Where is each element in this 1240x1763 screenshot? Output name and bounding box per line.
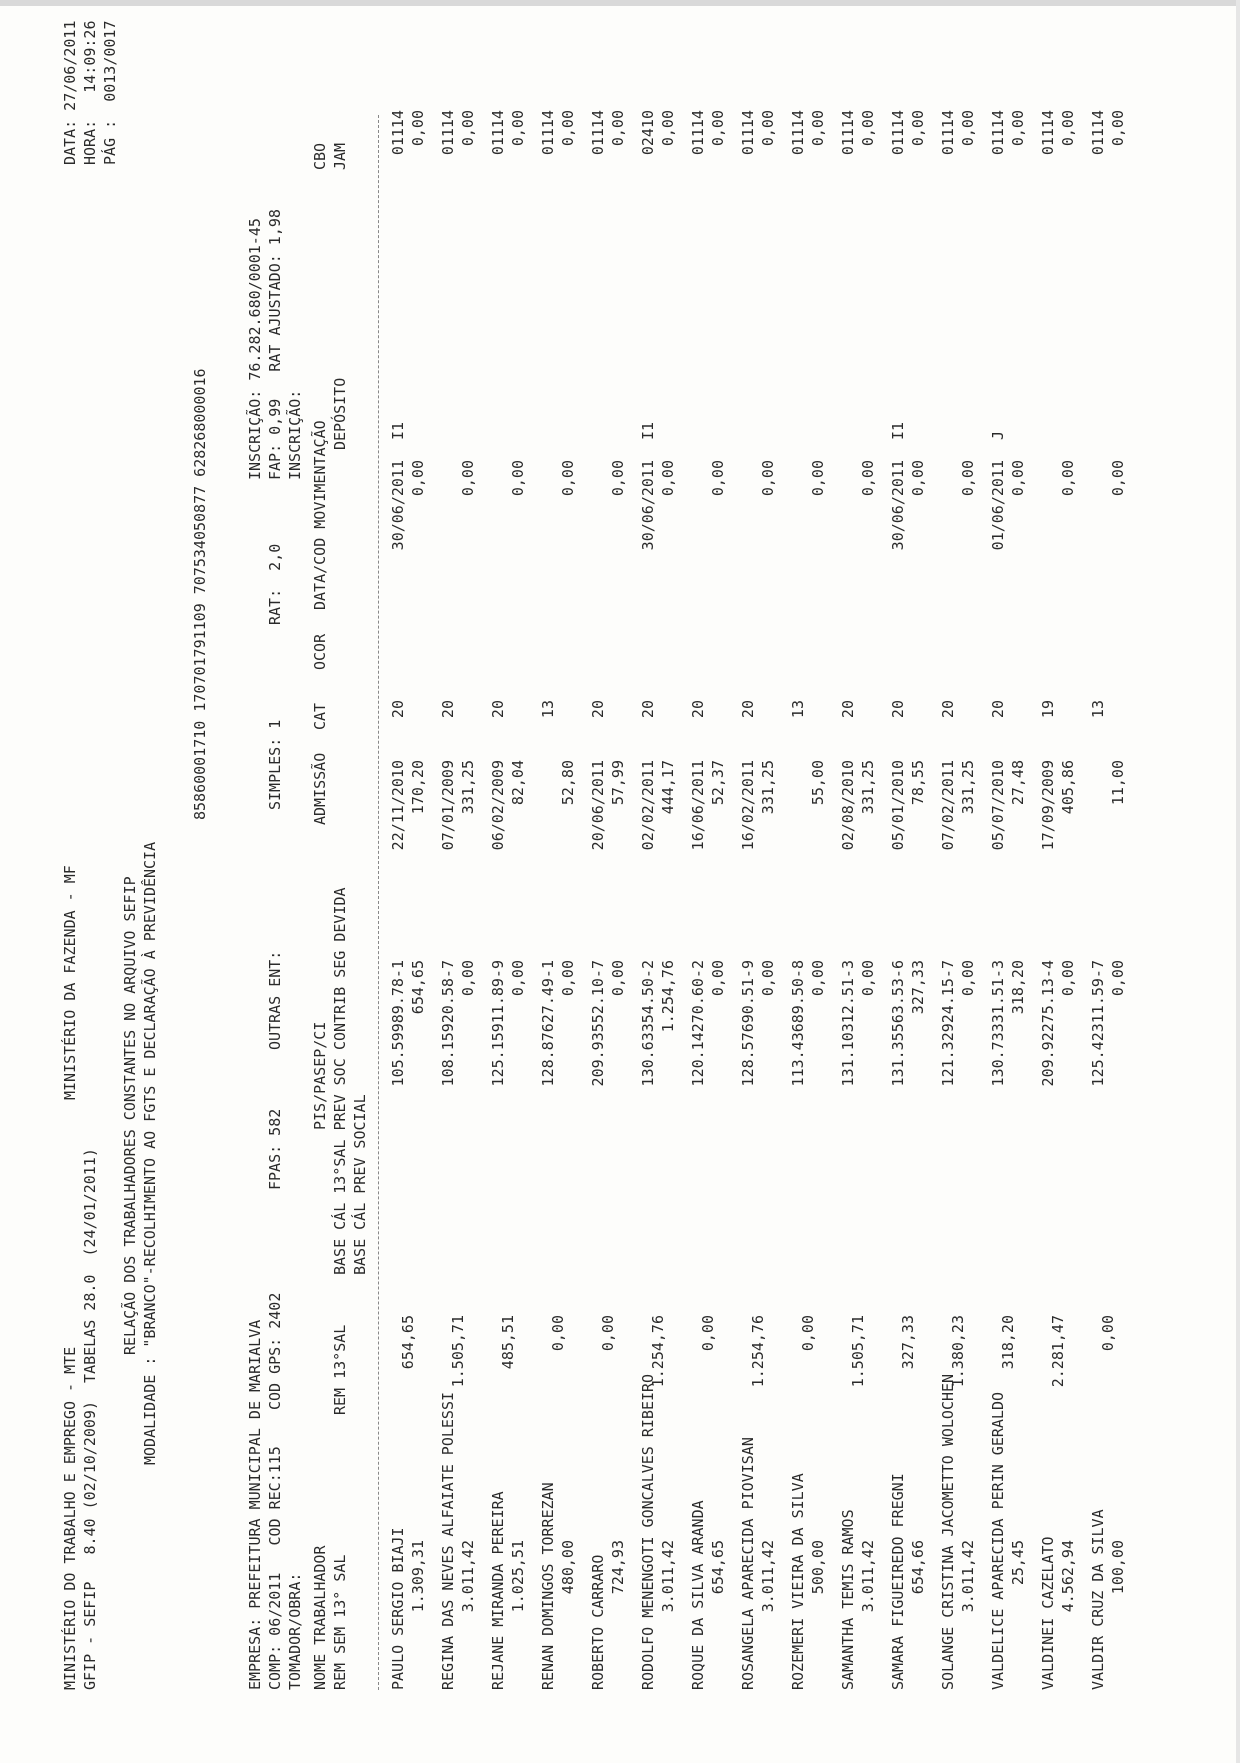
cell-cbo: 01114: [689, 110, 707, 156]
cell-base-13: 0,00: [859, 960, 877, 997]
cell-jam: 0,00: [759, 110, 777, 147]
cell-base-13: 0,00: [709, 960, 727, 997]
outras-ent: OUTRAS ENT:: [266, 950, 284, 1050]
cell-rem-13: 0,00: [1099, 1315, 1117, 1352]
cell-cbo: 01114: [939, 110, 957, 156]
cell-deposito: 0,00: [809, 460, 827, 497]
cell-rem-13: 654,65: [399, 1315, 417, 1370]
cell-pis: 128.87627.49-1: [539, 960, 557, 1087]
cell-mov-data: 01/06/2011: [989, 460, 1007, 551]
cell-deposito: 0,00: [859, 460, 877, 497]
cell-base-13: 0,00: [559, 960, 577, 997]
cell-cat: 20: [939, 700, 957, 719]
time-line: HORA: 14:09:26: [81, 20, 99, 165]
cell-cat: 20: [639, 700, 657, 719]
cell-deposito: 0,00: [609, 460, 627, 497]
cell-jam: 0,00: [409, 110, 427, 147]
cell-deposito: 0,00: [1059, 460, 1077, 497]
tomador-label: TOMADOR/OBRA:: [286, 1572, 304, 1690]
cell-rem-13: 0,00: [699, 1315, 717, 1352]
cell-rem-13: 327,33: [899, 1315, 917, 1370]
cell-nome: ROSANGELA APARECIDA PIOVISAN: [739, 1437, 757, 1690]
version-line: GFIP - SEFIP 8.40 (02/10/2009) TABELAS 28.0 (24/01/2011): [81, 1148, 99, 1690]
cell-deposito: 0,00: [659, 460, 677, 497]
cell-base-13: 0,00: [1109, 960, 1127, 997]
cell-rem-sem: 3.011,42: [659, 1540, 677, 1613]
cell-contrib: 11,00: [1109, 760, 1127, 806]
cell-rem-13: 318,20: [999, 1315, 1017, 1370]
cell-jam: 0,00: [709, 110, 727, 147]
cell-contrib: 405,86: [1059, 760, 1077, 815]
col-cat: CAT: [311, 702, 329, 730]
cell-contrib: 57,99: [609, 760, 627, 806]
cell-cat: 20: [389, 700, 407, 719]
ministry-line: MINISTÉRIO DO TRABALHO E EMPREGO - MTE: [61, 1346, 79, 1690]
cell-jam: 0,00: [659, 110, 677, 147]
cell-contrib: 78,55: [909, 760, 927, 806]
cell-admissao: 20/06/2011: [589, 760, 607, 851]
cell-nome: PAULO SERGIO BIAJI: [389, 1527, 407, 1690]
cell-pis: 108.15920.58-7: [439, 960, 457, 1087]
report-title: RELAÇÃO DOS TRABALHADORES CONSTANTES NO ARQUIVO SEFIP: [121, 876, 139, 1355]
cell-mov-cod: I1: [639, 421, 657, 440]
cell-cbo: 01114: [539, 110, 557, 156]
cell-cbo: 01114: [1039, 110, 1057, 156]
cell-cat: 20: [889, 700, 907, 719]
cell-pis: 130.73331.51-3: [989, 960, 1007, 1087]
col-nome: NOME TRABALHADOR: [311, 1545, 329, 1690]
cell-pis: 125.42311.59-7: [1089, 960, 1107, 1087]
cell-cbo: 01114: [889, 110, 907, 156]
cell-admissao: 16/02/2011: [739, 760, 757, 851]
cell-contrib: 331,25: [859, 760, 877, 815]
cell-jam: 0,00: [1009, 110, 1027, 147]
cell-base-13: 0,00: [459, 960, 477, 997]
cell-admissao: 05/07/2010: [989, 760, 1007, 851]
cell-nome: REGINA DAS NEVES ALFAIATE POLESSI: [439, 1391, 457, 1690]
cell-pis: 131.10312.51-3: [839, 960, 857, 1087]
cell-mov-data: 30/06/2011: [639, 460, 657, 551]
cell-cat: 13: [539, 700, 557, 719]
cell-base-13: 0,00: [509, 960, 527, 997]
cell-deposito: 0,00: [509, 460, 527, 497]
cell-nome: RODOLFO MENENGOTI GONCALVES RIBEIRO: [639, 1373, 657, 1690]
cell-deposito: 0,00: [459, 460, 477, 497]
cell-admissao: 22/11/2010: [389, 760, 407, 851]
cell-rem-sem: 654,66: [909, 1540, 927, 1595]
cell-deposito: 0,00: [959, 460, 977, 497]
cell-jam: 0,00: [959, 110, 977, 147]
cell-contrib: 52,80: [559, 760, 577, 806]
cell-base-13: 0,00: [609, 960, 627, 997]
cell-jam: 0,00: [459, 110, 477, 147]
cell-cat: 19: [1039, 700, 1057, 719]
cell-contrib: 52,37: [709, 760, 727, 806]
cell-nome: ROBERTO CARRARO: [589, 1554, 607, 1690]
cell-jam: 0,00: [509, 110, 527, 147]
cell-admissao: 07/01/2009: [439, 760, 457, 851]
cell-base-13: 1.254,76: [659, 960, 677, 1033]
col-cbo: CBO: [311, 142, 329, 170]
cell-deposito: 0,00: [759, 460, 777, 497]
cell-jam: 0,00: [909, 110, 927, 147]
col-base-13: BASE CÁL 13°SAL PREV SOC: [331, 1058, 349, 1275]
cell-admissao: 07/02/2011: [939, 760, 957, 851]
cell-pis: 125.15911.89-9: [489, 960, 507, 1087]
cell-rem-13: 0,00: [549, 1315, 567, 1352]
scan-edge: [1236, 0, 1240, 1763]
cell-cbo: 01114: [389, 110, 407, 156]
cell-rem-13: 0,00: [799, 1315, 817, 1352]
cell-rem-13: 2.281,47: [1049, 1315, 1067, 1388]
cell-contrib: 444,17: [659, 760, 677, 815]
cell-cat: 20: [739, 700, 757, 719]
barcode-number: 85860001710 17070179110​9 70753405087​7 62826800001​6: [191, 368, 209, 820]
cell-pis: 131.35563.53-6: [889, 960, 907, 1087]
cell-cat: 20: [589, 700, 607, 719]
fap-line: FAP: 0,99 RAT AJUSTADO: 1,98: [266, 209, 284, 480]
cell-rem-sem: 3.011,42: [859, 1540, 877, 1613]
cell-jam: 0,00: [559, 110, 577, 147]
cell-admissao: 02/08/2010: [839, 760, 857, 851]
cell-rem-sem: 500,00: [809, 1540, 827, 1595]
cell-pis: 121.32924.15-7: [939, 960, 957, 1087]
cell-jam: 0,00: [809, 110, 827, 147]
cell-admissao: 17/09/2009: [1039, 760, 1057, 851]
cell-mov-cod: I1: [389, 421, 407, 440]
cell-cbo: 01114: [789, 110, 807, 156]
cell-cat: 20: [839, 700, 857, 719]
cell-pis: 113.43689.50-8: [789, 960, 807, 1087]
cell-admissao: 16/06/2011: [689, 760, 707, 851]
cell-base-13: 318,20: [1009, 960, 1027, 1015]
cell-deposito: 0,00: [909, 460, 927, 497]
cell-admissao: 05/01/2010: [889, 760, 907, 851]
cell-nome: ROZEMERI VIEIRA DA SILVA: [789, 1473, 807, 1690]
header-divider: [378, 115, 379, 1690]
cell-mov-data: 30/06/2011: [389, 460, 407, 551]
simples: SIMPLES: 1: [266, 719, 284, 810]
cell-pis: 209.92275.13-4: [1039, 960, 1057, 1087]
cell-base-13: 654,65: [409, 960, 427, 1015]
cell-rem-13: 1.380,23: [949, 1315, 967, 1388]
cell-cbo: 01114: [589, 110, 607, 156]
cell-nome: SAMARA FIGUEIREDO FREGNI: [889, 1473, 907, 1690]
report-modality: MODALIDADE : "BRANCO"-RECOLHIMENTO AO FGTS E DECLARAÇÃO À PREVIDÊNCIA: [141, 841, 159, 1465]
cell-rem-13: 1.254,76: [749, 1315, 767, 1388]
cell-rem-sem: 100,00: [1109, 1540, 1127, 1595]
cell-nome: VALDIR CRUZ DA SILVA: [1089, 1509, 1107, 1690]
cell-cbo: 01114: [439, 110, 457, 156]
cell-rem-sem: 480,00: [559, 1540, 577, 1595]
cell-pis: 105.59989.78-1: [389, 960, 407, 1087]
cell-pis: 209.93552.10-7: [589, 960, 607, 1087]
cell-base-13: 0,00: [759, 960, 777, 997]
cell-deposito: 0,00: [1009, 460, 1027, 497]
cell-jam: 0,00: [609, 110, 627, 147]
cell-deposito: 0,00: [559, 460, 577, 497]
inscricao-tomador: INSCRIÇÃO:: [286, 389, 304, 480]
col-deposito: DEPÓSITO: [331, 377, 349, 450]
date-line: DATA: 27/06/2011: [61, 20, 79, 165]
cell-nome: SOLANGE CRISTINA JACOMETTO WOLOCHEN: [939, 1373, 957, 1690]
cell-rem-13: 1.505,71: [849, 1315, 867, 1388]
col-jam: JAM: [331, 142, 349, 170]
cell-rem-13: 1.505,71: [449, 1315, 467, 1388]
rotated-report: [60, 0, 1200, 1690]
col-data-cod: DATA/COD MOVIMENTAÇÃO: [311, 420, 329, 610]
cell-nome: SAMANTHA TEMIS RAMOS: [839, 1509, 857, 1690]
cell-deposito: 0,00: [1109, 460, 1127, 497]
rat: RAT: 2,0: [266, 543, 284, 625]
cell-jam: 0,00: [1059, 110, 1077, 147]
col-admissao: ADMISSÃO: [311, 752, 329, 825]
cell-jam: 0,00: [1109, 110, 1127, 147]
inscricao: INSCRIÇÃO: 76.282.680/0001-45: [246, 218, 264, 480]
cell-cbo: 01114: [989, 110, 1007, 156]
col-base-prev: BASE CÁL PREV SOCIAL: [351, 1094, 369, 1275]
cell-nome: VALDINEI CAZELATO: [1039, 1536, 1057, 1690]
cell-rem-sem: 25,45: [1009, 1540, 1027, 1586]
col-rem-13: REM 13°SAL: [331, 1324, 349, 1415]
cell-mov-cod: I1: [889, 421, 907, 440]
cell-deposito: 0,00: [409, 460, 427, 497]
cell-nome: VALDELICE APARECIDA PERIN GERALDO: [989, 1391, 1007, 1690]
cell-contrib: 82,04: [509, 760, 527, 806]
cell-cbo: 02410: [639, 110, 657, 156]
cell-cat: 13: [1089, 700, 1107, 719]
cell-cat: 20: [489, 700, 507, 719]
col-ocor: OCOR: [311, 633, 329, 670]
cell-rem-sem: 1.309,31: [409, 1540, 427, 1613]
cell-contrib: 331,25: [759, 760, 777, 815]
cell-rem-sem: 3.011,42: [459, 1540, 477, 1613]
cell-cbo: 01114: [1089, 110, 1107, 156]
cell-pis: 120.14270.60-2: [689, 960, 707, 1087]
cell-cat: 20: [689, 700, 707, 719]
cell-cbo: 01114: [489, 110, 507, 156]
cell-rem-sem: 3.011,42: [759, 1540, 777, 1613]
cell-base-13: 0,00: [959, 960, 977, 997]
cell-base-13: 327,33: [909, 960, 927, 1015]
col-pis: PIS/PASEP/CI: [311, 1021, 329, 1130]
cell-rem-13: 0,00: [599, 1315, 617, 1352]
cell-pis: 130.63354.50-2: [639, 960, 657, 1087]
cell-nome: RENAN DOMINGOS TORREZAN: [539, 1482, 557, 1690]
cell-contrib: 331,25: [959, 760, 977, 815]
cell-admissao: 02/02/2011: [639, 760, 657, 851]
competence-line: COMP: 06/2011 COD REC:115 COD GPS: 2402: [266, 1292, 284, 1690]
cell-rem-sem: 3.011,42: [959, 1540, 977, 1613]
cell-contrib: 331,25: [459, 760, 477, 815]
cell-cbo: 01114: [839, 110, 857, 156]
company-name: EMPRESA: PREFEITURA MUNICIPAL DE MARIALVA: [246, 1319, 264, 1690]
cell-base-13: 0,00: [1059, 960, 1077, 997]
fazenda-line: MINISTÉRIO DA FAZENDA - MF: [61, 865, 79, 1100]
cell-rem-sem: 4.562,94: [1059, 1540, 1077, 1613]
cell-rem-sem: 654,65: [709, 1540, 727, 1595]
cell-contrib: 170,20: [409, 760, 427, 815]
cell-cat: 20: [989, 700, 1007, 719]
cell-nome: ROQUE DA SILVA ARANDA: [689, 1500, 707, 1690]
cell-rem-13: 1.254,76: [649, 1315, 667, 1388]
cell-contrib: 27,48: [1009, 760, 1027, 806]
cell-jam: 0,00: [859, 110, 877, 147]
col-contrib: CONTRIB SEG DEVIDA: [331, 887, 349, 1050]
cell-mov-cod: J: [989, 430, 1007, 440]
cell-cat: 20: [439, 700, 457, 719]
page-number-line: PÁG : 0013/0017: [101, 20, 119, 165]
fpas: FPAS: 582: [266, 1108, 284, 1190]
cell-base-13: 0,00: [809, 960, 827, 997]
cell-cbo: 01114: [739, 110, 757, 156]
cell-nome: REJANE MIRANDA PEREIRA: [489, 1491, 507, 1690]
cell-deposito: 0,00: [709, 460, 727, 497]
cell-rem-sem: 724,93: [609, 1540, 627, 1595]
cell-rem-13: 485,51: [499, 1315, 517, 1370]
cell-mov-data: 30/06/2011: [889, 460, 907, 551]
col-rem-sem: REM SEM 13° SAL: [331, 1554, 349, 1690]
cell-rem-sem: 1.025,51: [509, 1540, 527, 1613]
cell-admissao: 06/02/2009: [489, 760, 507, 851]
cell-pis: 128.57690.51-9: [739, 960, 757, 1087]
cell-cat: 13: [789, 700, 807, 719]
cell-contrib: 55,00: [809, 760, 827, 806]
